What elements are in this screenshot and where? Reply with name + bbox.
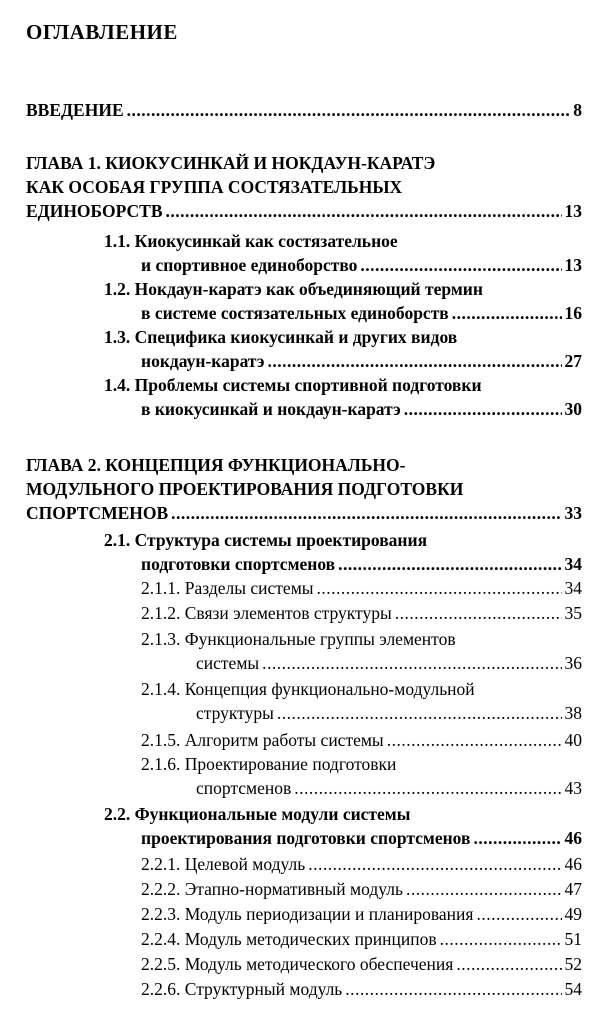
chapter-2-heading-line1[interactable]: ГЛАВА 2. КОНЦЕПЦИЯ ФУНКЦИОНАЛЬНО-: [26, 455, 406, 475]
toc-entry-2-1-5[interactable]: [141, 728, 582, 752]
dot-leader: [360, 253, 561, 277]
toc-entry-text: спортсменов: [196, 778, 292, 798]
toc-page-number: 54: [564, 979, 582, 999]
toc-entry-section-1-3[interactable]: [141, 349, 582, 373]
toc-page-number: 35: [564, 603, 582, 623]
toc-entry-2-2-6[interactable]: [141, 977, 582, 1001]
toc-entry-section-1-1[interactable]: [141, 253, 582, 277]
dot-leader: [338, 552, 561, 576]
toc-entry-section-2-1[interactable]: [141, 552, 582, 576]
dot-leader: [267, 349, 561, 373]
toc-entry-text: в системе состязательных единоборств: [141, 303, 449, 323]
toc-page-number: 46: [564, 854, 582, 874]
toc-entry-text: СПОРТСМЕНОВ: [26, 503, 169, 523]
toc-page-number: 13: [564, 201, 582, 221]
toc-entry-text: структуры: [196, 703, 274, 723]
chapter-1-heading-line1[interactable]: ГЛАВА 1. КИОКУСИНКАЙ И НОКДАУН-КАРАТЭ: [26, 153, 436, 173]
toc-entry-text: проектирования подготовки спортсменов: [141, 828, 471, 848]
toc-entry-section-1-4[interactable]: [141, 397, 582, 421]
dot-leader: [294, 776, 561, 800]
toc-entry-text: и спортивное единоборство: [141, 255, 358, 275]
toc-entry-2-1-6[interactable]: [196, 776, 582, 800]
toc-page-number: 13: [564, 255, 582, 275]
toc-entry-text: 2.1.2. Связи элементов структуры: [141, 603, 392, 623]
toc-entry-text: системы: [196, 653, 260, 673]
dot-leader: [473, 826, 561, 850]
toc-page-number: 38: [564, 703, 582, 723]
toc-entry-2-1-1[interactable]: [141, 576, 582, 600]
toc-entry-text: 2.1.1. Разделы системы: [141, 578, 314, 598]
toc-page-number: 46: [564, 828, 582, 848]
toc-entry-text: 2.1.5. Алгоритм работы системы: [141, 730, 384, 750]
dot-leader: [308, 852, 561, 876]
dot-leader: [387, 728, 562, 752]
toc-page-number: 52: [564, 954, 582, 974]
toc-page-number: 27: [564, 351, 582, 371]
toc-page-number: 40: [564, 730, 582, 750]
toc-entry-text: 2.2.3. Модуль периодизации и планирования: [141, 904, 474, 924]
toc-entry-2-2-2[interactable]: [141, 877, 582, 901]
toc-page-number: 34: [564, 554, 582, 574]
dot-leader: [452, 301, 562, 325]
dot-leader: [345, 977, 561, 1001]
dot-leader: [440, 927, 562, 951]
toc-entry-text: 2.2.6. Структурный модуль: [141, 979, 343, 999]
page-title: ОГЛАВЛЕНИЕ: [26, 20, 178, 44]
toc-page-number: 30: [564, 399, 582, 419]
toc-entry-text: 2.2.1. Целевой модуль: [141, 854, 306, 874]
toc-entry-text: ЕДИНОБОРСТВ: [26, 201, 163, 221]
dot-leader: [395, 601, 562, 625]
chapter-1-heading-line2[interactable]: КАК ОСОБАЯ ГРУППА СОСТЯЗАТЕЛЬНЫХ: [26, 177, 403, 197]
toc-entry-text: нокдаун-каратэ: [141, 351, 265, 371]
toc-entry-text: ВВЕДЕНИЕ: [26, 100, 124, 120]
dot-leader: [127, 98, 571, 122]
toc-entry-section-1-2[interactable]: [141, 301, 582, 325]
dot-leader: [317, 576, 562, 600]
entry-2-1-6-line1[interactable]: 2.1.6. Проектирование подготовки: [141, 754, 397, 774]
dot-leader: [404, 397, 562, 421]
toc-entry-text: 2.2.4. Модуль методических принципов: [141, 929, 437, 949]
toc-page-number: 8: [573, 100, 582, 120]
toc-entry-2-1-3[interactable]: [196, 651, 582, 675]
chapter-2-heading-line2[interactable]: МОДУЛЬНОГО ПРОЕКТИРОВАНИЯ ПОДГОТОВКИ: [26, 479, 464, 499]
toc-entry-2-2-3[interactable]: [141, 902, 582, 926]
toc-entry-2-2-1[interactable]: [141, 852, 582, 876]
toc-page-number: 16: [564, 303, 582, 323]
toc-entry-text: подготовки спортсменов: [141, 554, 336, 574]
dot-leader: [456, 952, 561, 976]
dot-leader: [262, 651, 561, 675]
toc-entry-text: 2.2.2. Этапно-нормативный модуль: [141, 879, 403, 899]
section-2-1-line1[interactable]: 2.1. Структура системы проектирования: [104, 530, 428, 550]
toc-entry-intro[interactable]: [26, 98, 582, 122]
toc-entry-2-2-5[interactable]: [141, 952, 582, 976]
toc-page-number: 43: [564, 778, 582, 798]
toc-entry-2-1-2[interactable]: [141, 601, 582, 625]
section-1-4-line1[interactable]: 1.4. Проблемы системы спортивной подготовки: [104, 375, 482, 395]
toc-page-number: 34: [564, 578, 582, 598]
toc-page-number: 47: [564, 879, 582, 899]
entry-2-1-3-line1[interactable]: 2.1.3. Функциональные группы элементов: [141, 629, 456, 649]
section-1-2-line1[interactable]: 1.2. Нокдаун-каратэ как объединяющий термин: [104, 279, 483, 299]
toc-page-number: 49: [564, 904, 582, 924]
section-1-3-line1[interactable]: 1.3. Специфика киокусинкай и других видов: [104, 327, 458, 347]
toc-page-number: 51: [564, 929, 582, 949]
dot-leader: [277, 701, 562, 725]
dot-leader: [476, 902, 561, 926]
toc-entry-text: в киокусинкай и нокдаун-каратэ: [141, 399, 401, 419]
toc-entry-section-2-2[interactable]: [141, 826, 582, 850]
toc-page-number: 36: [564, 653, 582, 673]
entry-2-1-4-line1[interactable]: 2.1.4. Концепция функционально-модульной: [141, 679, 475, 699]
toc-entry-2-1-4[interactable]: [196, 701, 582, 725]
section-1-1-line1[interactable]: 1.1. Киокусинкай как состязательное: [104, 231, 398, 251]
toc-entry-chapter-2[interactable]: [26, 501, 582, 525]
dot-leader: [166, 199, 562, 223]
section-2-2-line1[interactable]: 2.2. Функциональные модули системы: [104, 804, 411, 824]
toc-entry-text: 2.2.5. Модуль методического обеспечения: [141, 954, 454, 974]
dot-leader: [406, 877, 562, 901]
toc-entry-2-2-4[interactable]: [141, 927, 582, 951]
dot-leader: [171, 501, 561, 525]
toc-page-number: 33: [564, 503, 582, 523]
toc-entry-chapter-1[interactable]: [26, 199, 582, 223]
